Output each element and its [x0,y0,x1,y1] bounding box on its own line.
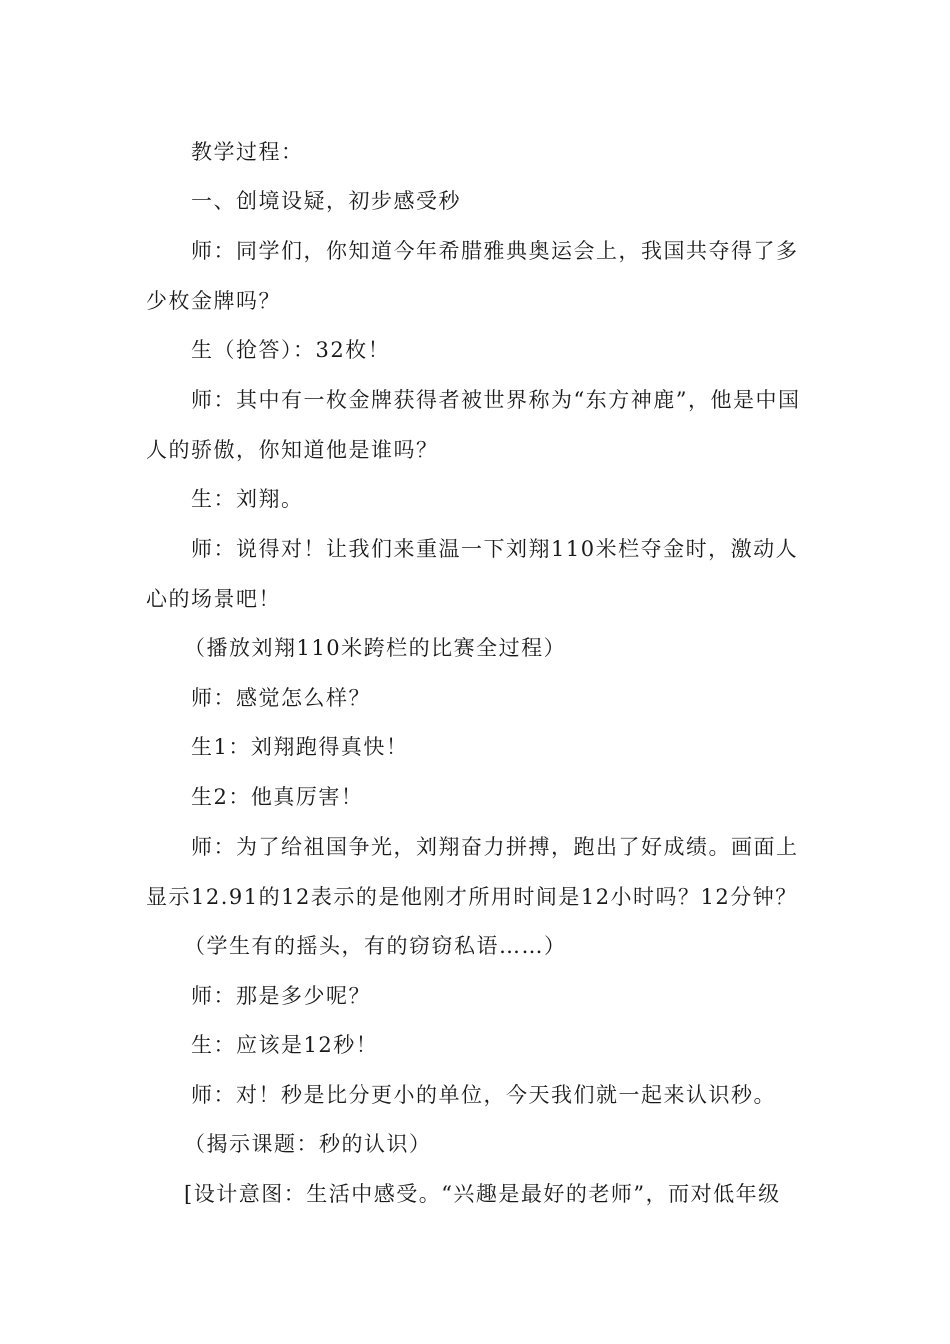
paragraph-student-answer-liuxiang: 生：刘翔。 [191,487,304,511]
paragraph-teacher-question-deer: 师：其中有一枚金牌获得者被世界称为“东方神鹿”，他是中国人的骄傲，你知道他是谁吗？ [146,388,801,462]
paragraph-teacher-feeling: 师：感觉怎么样？ [191,686,371,710]
paragraph-design-intent: [设计意图：生活中感受。“兴趣是最好的老师”，而对低年级 [184,1182,781,1206]
section-heading-part-one: 一、创境设疑，初步感受秒 [191,189,461,213]
paragraph-student-12-seconds: 生：应该是12秒！ [191,1033,379,1057]
paragraph-teacher-replay: 师：说得对！让我们来重温一下刘翔110米栏夺金时，激动人心的场景吧！ [146,537,799,611]
paragraph-stage-direction-video: （播放刘翔110米跨栏的比赛全过程） [184,636,567,660]
paragraph-student-answer-32: 生（抢答）：32枚！ [191,338,391,362]
paragraph-student-2: 生2：他真厉害！ [191,785,364,809]
paragraph-teacher-introduce-seconds: 师：对！秒是比分更小的单位，今天我们就一起来认识秒。 [191,1083,776,1107]
paragraph-stage-direction-students: （学生有的摇头，有的窃窃私语……） [184,934,567,958]
paragraph-student-1: 生1：刘翔跑得真快！ [191,735,409,759]
paragraph-teacher-how-much: 师：那是多少呢？ [191,984,371,1008]
paragraph-teacher-question-medals: 师：同学们，你知道今年希腊雅典奥运会上，我国共夺得了多少枚金牌吗？ [146,239,799,313]
paragraph-teacher-time-question: 师：为了给祖国争光，刘翔奋力拼搏，跑出了好成绩。画面上显示12.91的12表示的是他刚才所用时间是12小时吗？12分钟？ [146,835,799,909]
paragraph-reveal-topic: （揭示课题：秒的认识） [184,1132,432,1156]
section-heading-process: 教学过程： [191,140,304,164]
